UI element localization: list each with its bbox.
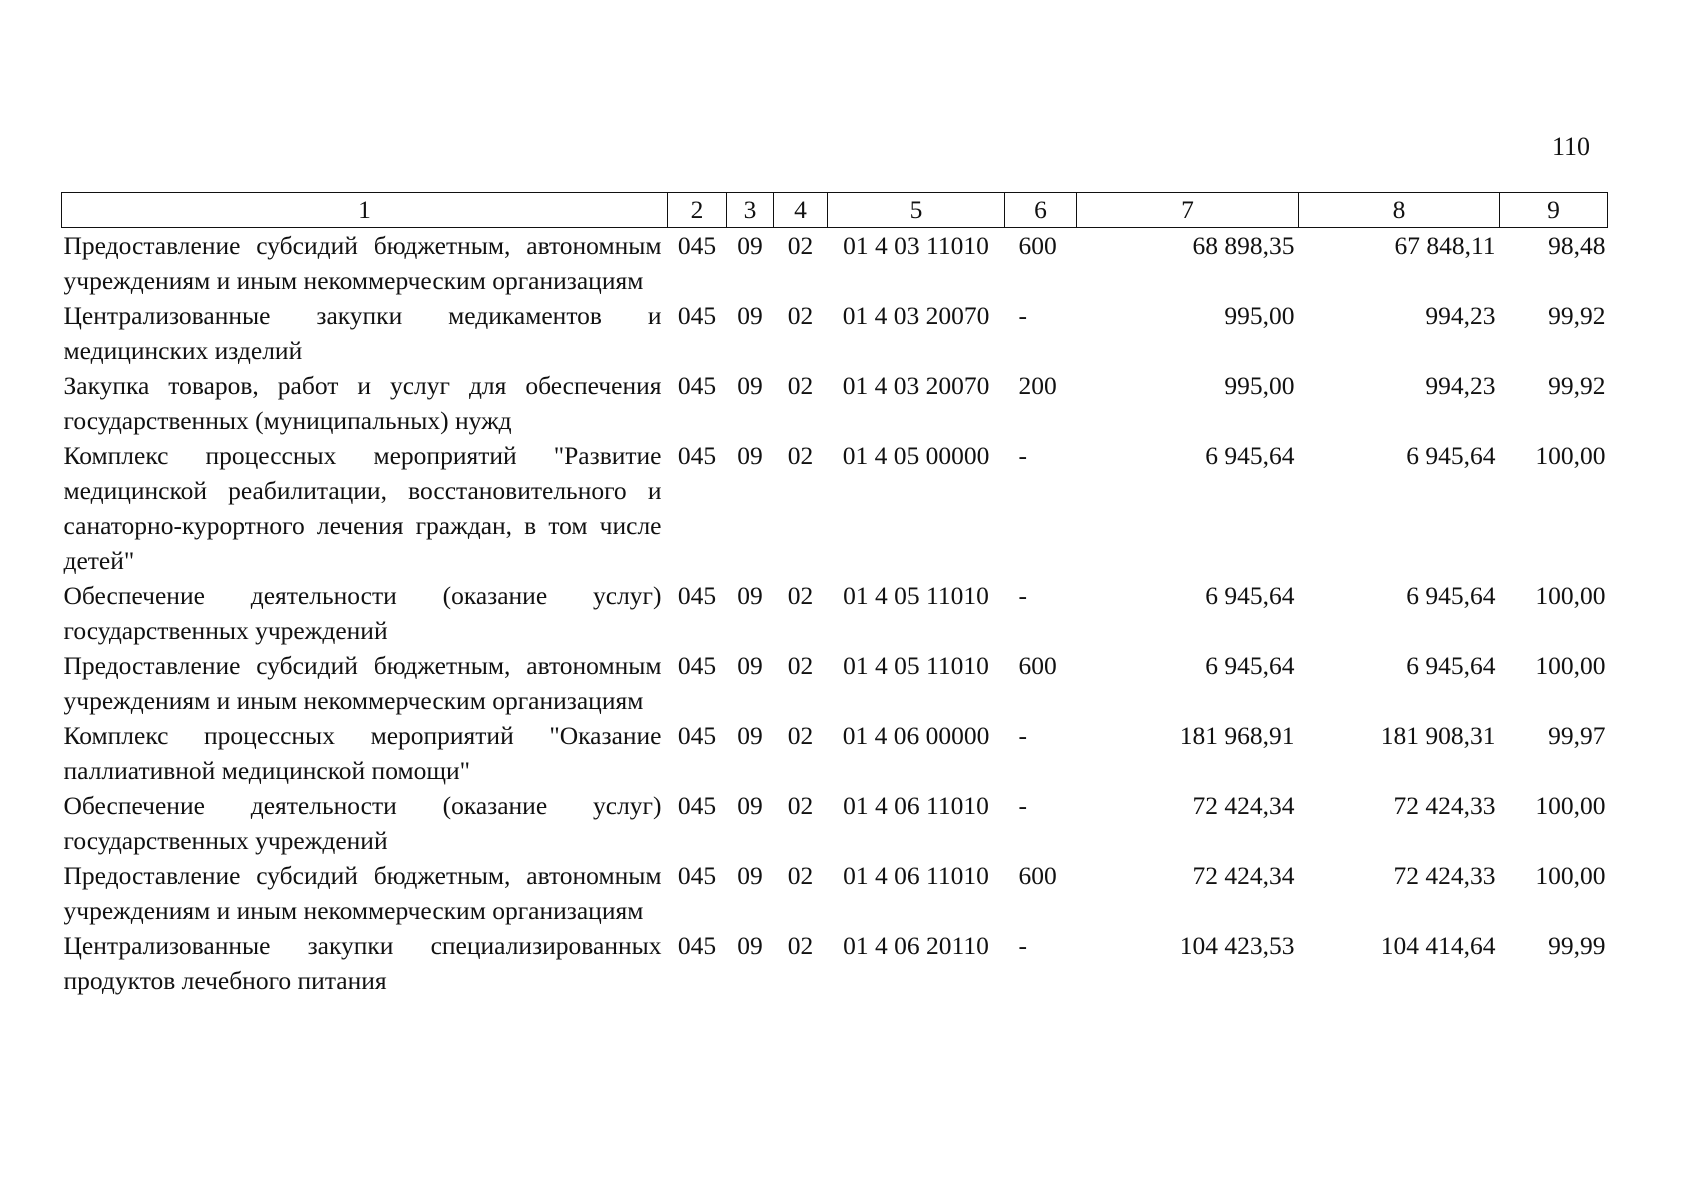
row-target-article: 01 4 06 11010 <box>843 861 989 890</box>
row-section: 09 <box>737 441 763 470</box>
row-percent: 100,00 <box>1535 861 1606 890</box>
row-fact: 72 424,33 <box>1393 791 1496 820</box>
column-header: 4 <box>774 193 828 228</box>
row-subsection: 02 <box>787 861 814 890</box>
row-expense-type: 200 <box>1018 371 1057 400</box>
table-row <box>62 578 1608 648</box>
table-row <box>62 298 1608 368</box>
row-subsection: 02 <box>787 651 814 680</box>
row-grbs: 045 <box>677 721 717 750</box>
row-percent: 100,00 <box>1535 581 1606 610</box>
row-target-article: 01 4 03 20070 <box>842 301 990 330</box>
row-name: Обеспечение деятельности (оказание услуг) государственных учреждений <box>63 581 662 645</box>
row-grbs: 045 <box>677 651 717 680</box>
row-percent: 99,97 <box>1548 721 1606 750</box>
row-plan: 72 424,34 <box>1192 791 1295 820</box>
row-fact: 6 945,64 <box>1406 441 1496 470</box>
row-plan: 6 945,64 <box>1205 651 1295 680</box>
row-plan: 6 945,64 <box>1205 581 1295 610</box>
row-subsection: 02 <box>787 931 814 960</box>
row-grbs: 045 <box>677 861 717 890</box>
table-row <box>62 228 1608 299</box>
row-fact: 994,23 <box>1425 301 1496 330</box>
table-row <box>62 368 1608 438</box>
table-row <box>62 648 1608 718</box>
row-expense-type: 600 <box>1018 651 1057 680</box>
row-subsection: 02 <box>787 301 814 330</box>
table-row <box>62 718 1608 788</box>
table-row <box>62 928 1608 998</box>
row-fact: 104 414,64 <box>1380 931 1496 960</box>
row-name: Централизованные закупки специализированных продуктов лечебного питания <box>63 931 662 995</box>
row-grbs: 045 <box>677 791 717 820</box>
column-header: 5 <box>828 193 1005 228</box>
page-number: 110 <box>1551 132 1590 161</box>
row-name: Предоставление субсидий бюджетным, автономным учреждениям и иным некоммерческим организациям <box>63 231 662 295</box>
row-percent: 98,48 <box>1548 231 1606 260</box>
row-fact: 72 424,33 <box>1393 861 1496 890</box>
row-expense-type: 600 <box>1018 231 1057 260</box>
row-target-article: 01 4 05 11010 <box>843 581 989 610</box>
row-grbs: 045 <box>677 441 717 470</box>
row-target-article: 01 4 03 20070 <box>842 371 990 400</box>
row-expense-type: - <box>1018 441 1027 470</box>
row-section: 09 <box>737 861 763 890</box>
row-target-article: 01 4 06 11010 <box>843 791 989 820</box>
row-percent: 100,00 <box>1535 441 1606 470</box>
column-header: 3 <box>727 193 774 228</box>
row-grbs: 045 <box>677 301 717 330</box>
row-grbs: 045 <box>677 581 717 610</box>
header-row <box>62 193 1608 228</box>
table-row <box>62 788 1608 858</box>
row-section: 09 <box>737 231 763 260</box>
row-name: Предоставление субсидий бюджетным, автономным учреждениям и иным некоммерческим организациям <box>63 651 662 715</box>
row-expense-type: - <box>1018 931 1027 960</box>
row-plan: 181 968,91 <box>1179 721 1295 750</box>
row-subsection: 02 <box>787 581 814 610</box>
row-grbs: 045 <box>677 231 717 260</box>
row-name: Закупка товаров, работ и услуг для обеспечения государственных (муниципальных) нужд <box>63 371 662 435</box>
table-header <box>62 193 1608 228</box>
row-plan: 6 945,64 <box>1205 441 1295 470</box>
row-subsection: 02 <box>787 371 814 400</box>
column-header: 1 <box>62 193 668 228</box>
row-name: Комплекс процессных мероприятий "Развитие медицинской реабилитации, восстановительного и санаторно-курортного лечения граждан, в том числе детей" <box>63 441 662 575</box>
column-header: 2 <box>668 193 727 228</box>
row-expense-type: - <box>1018 791 1027 820</box>
column-header: 7 <box>1077 193 1299 228</box>
row-expense-type: 600 <box>1018 861 1057 890</box>
row-target-article: 01 4 03 11010 <box>843 231 989 260</box>
column-header: 8 <box>1299 193 1500 228</box>
row-target-article: 01 4 06 00000 <box>842 721 990 750</box>
budget-execution-table <box>61 192 1608 998</box>
row-percent: 100,00 <box>1535 651 1606 680</box>
row-name: Комплекс процессных мероприятий "Оказание паллиативной медицинской помощи" <box>63 721 662 785</box>
row-section: 09 <box>737 581 763 610</box>
row-plan: 995,00 <box>1224 301 1295 330</box>
row-name: Централизованные закупки медикаментов и медицинских изделий <box>63 301 662 365</box>
row-section: 09 <box>737 301 763 330</box>
row-subsection: 02 <box>787 791 814 820</box>
table-row <box>62 858 1608 928</box>
row-fact: 6 945,64 <box>1406 651 1496 680</box>
row-expense-type: - <box>1018 581 1027 610</box>
row-percent: 99,92 <box>1548 301 1606 330</box>
row-grbs: 045 <box>677 371 717 400</box>
row-subsection: 02 <box>787 441 814 470</box>
row-expense-type: - <box>1018 301 1027 330</box>
row-section: 09 <box>737 651 763 680</box>
row-plan: 68 898,35 <box>1192 231 1295 260</box>
column-header: 6 <box>1005 193 1077 228</box>
column-header: 9 <box>1500 193 1608 228</box>
row-target-article: 01 4 05 11010 <box>843 651 989 680</box>
row-fact: 181 908,31 <box>1380 721 1496 750</box>
row-target-article: 01 4 05 00000 <box>842 441 990 470</box>
row-fact: 67 848,11 <box>1394 231 1496 260</box>
row-subsection: 02 <box>787 231 814 260</box>
row-plan: 104 423,53 <box>1179 931 1295 960</box>
row-percent: 99,99 <box>1548 931 1606 960</box>
row-fact: 6 945,64 <box>1406 581 1496 610</box>
row-fact: 994,23 <box>1425 371 1496 400</box>
row-subsection: 02 <box>787 721 814 750</box>
row-percent: 99,92 <box>1548 371 1606 400</box>
row-plan: 995,00 <box>1224 371 1295 400</box>
row-grbs: 045 <box>677 931 717 960</box>
row-section: 09 <box>737 371 763 400</box>
row-section: 09 <box>737 721 763 750</box>
row-section: 09 <box>737 931 763 960</box>
row-plan: 72 424,34 <box>1192 861 1295 890</box>
row-expense-type: - <box>1018 721 1027 750</box>
row-percent: 100,00 <box>1535 791 1606 820</box>
row-name: Предоставление субсидий бюджетным, автономным учреждениям и иным некоммерческим организациям <box>63 861 662 925</box>
row-name: Обеспечение деятельности (оказание услуг) государственных учреждений <box>63 791 662 855</box>
row-target-article: 01 4 06 20110 <box>843 931 989 960</box>
row-section: 09 <box>737 791 763 820</box>
table-row <box>62 438 1608 578</box>
table-body <box>62 228 1608 999</box>
